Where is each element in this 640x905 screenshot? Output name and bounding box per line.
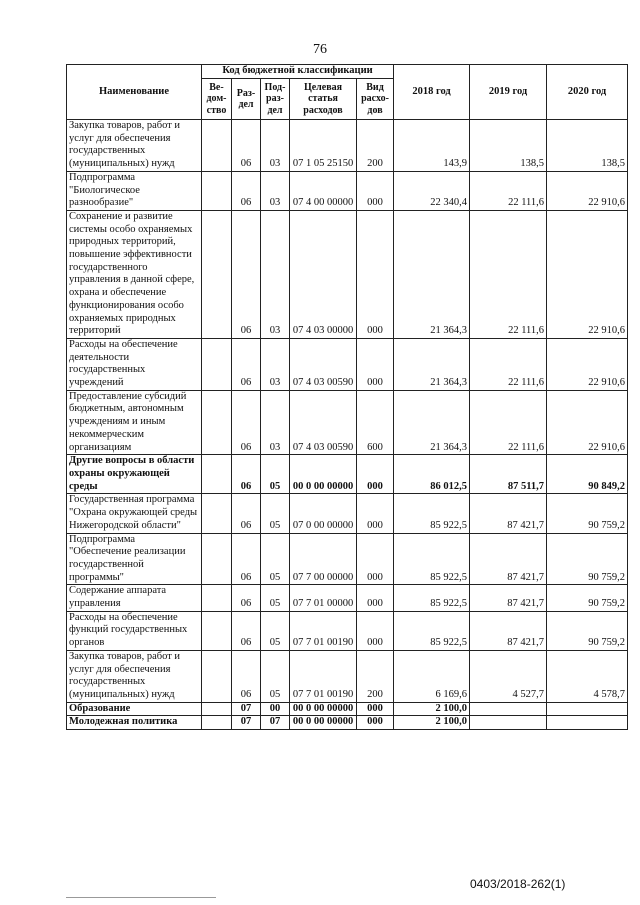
table-row [67, 585, 628, 611]
cell-2019 [470, 716, 547, 730]
cell-2018: 2 100,0 [394, 716, 470, 730]
cell-2020: 22 910,6 [547, 210, 628, 338]
cell-target-article: 07 4 03 00590 [290, 338, 357, 390]
header-department: Ве-дом-ство [202, 79, 232, 120]
cell-expense-type: 000 [357, 585, 394, 611]
cell-expense-type: 000 [357, 338, 394, 390]
cell-2020 [547, 702, 628, 716]
table-row [67, 611, 628, 650]
table-row [67, 716, 628, 730]
table-row [67, 494, 628, 533]
cell-name: Предоставление субсидий бюджетным, автономным учреждениям и иным некоммерческим организациям [67, 390, 202, 455]
cell-target-article: 07 4 00 00000 [290, 171, 357, 210]
cell-target-article: 07 4 03 00590 [290, 390, 357, 455]
cell-2020: 138,5 [547, 120, 628, 172]
cell-subsection: 05 [261, 494, 290, 533]
cell-2018: 85 922,5 [394, 611, 470, 650]
table-row [67, 171, 628, 210]
table-row [67, 338, 628, 390]
cell-section: 06 [232, 611, 261, 650]
cell-expense-type: 000 [357, 533, 394, 585]
cell-section: 06 [232, 585, 261, 611]
cell-2019: 22 111,6 [470, 171, 547, 210]
cell-2019: 87 421,7 [470, 585, 547, 611]
cell-target-article: 07 7 01 00190 [290, 650, 357, 702]
cell-2020: 22 910,6 [547, 338, 628, 390]
cell-target-article: 07 7 00 00000 [290, 533, 357, 585]
cell-expense-type: 000 [357, 210, 394, 338]
header-expense-type: Вид расхо-дов [357, 79, 394, 120]
cell-name: Сохранение и развитие системы особо охраняемых природных территорий, повышение эффективности государственного управления в данной сфере, охрана и обеспечение функционирования особо охраняемых природных территорий [67, 210, 202, 338]
cell-2020: 90 759,2 [547, 611, 628, 650]
header-2019: 2019 год [470, 65, 547, 120]
cell-target-article: 07 7 01 00190 [290, 611, 357, 650]
cell-subsection: 03 [261, 210, 290, 338]
cell-2020: 90 849,2 [547, 455, 628, 494]
cell-section: 06 [232, 494, 261, 533]
cell-name: Закупка товаров, работ и услуг для обеспечения государственных (муниципальных) нужд [67, 650, 202, 702]
cell-section: 06 [232, 650, 261, 702]
cell-section: 07 [232, 716, 261, 730]
header-subsection: Под-раз-дел [261, 79, 290, 120]
bottom-divider [66, 897, 216, 898]
table-row [67, 390, 628, 455]
cell-subsection: 03 [261, 120, 290, 172]
cell-2019: 138,5 [470, 120, 547, 172]
cell-target-article: 07 4 03 00000 [290, 210, 357, 338]
cell-2020: 22 910,6 [547, 390, 628, 455]
cell-section: 06 [232, 390, 261, 455]
cell-2019: 22 111,6 [470, 390, 547, 455]
header-2018: 2018 год [394, 65, 470, 120]
table-row [67, 210, 628, 338]
cell-2019: 22 111,6 [470, 338, 547, 390]
cell-department [202, 611, 232, 650]
cell-name: Другие вопросы в области охраны окружающей среды [67, 455, 202, 494]
cell-section: 06 [232, 455, 261, 494]
table-row [67, 455, 628, 494]
cell-department [202, 455, 232, 494]
table-row [67, 533, 628, 585]
cell-2018: 6 169,6 [394, 650, 470, 702]
cell-2019: 87 421,7 [470, 494, 547, 533]
cell-expense-type: 000 [357, 716, 394, 730]
cell-2020: 90 759,2 [547, 494, 628, 533]
table-row [67, 650, 628, 702]
cell-expense-type: 000 [357, 455, 394, 494]
cell-section: 06 [232, 120, 261, 172]
cell-2018: 2 100,0 [394, 702, 470, 716]
cell-subsection: 07 [261, 716, 290, 730]
cell-department [202, 390, 232, 455]
cell-target-article: 07 1 05 25150 [290, 120, 357, 172]
cell-2018: 21 364,3 [394, 390, 470, 455]
cell-target-article: 00 0 00 00000 [290, 716, 357, 730]
cell-2018: 21 364,3 [394, 210, 470, 338]
cell-2020: 4 578,7 [547, 650, 628, 702]
cell-department [202, 533, 232, 585]
budget-table-body [67, 120, 628, 730]
cell-expense-type: 000 [357, 494, 394, 533]
cell-target-article: 00 0 00 00000 [290, 702, 357, 716]
header-2020: 2020 год [547, 65, 628, 120]
cell-subsection: 05 [261, 650, 290, 702]
cell-department [202, 120, 232, 172]
cell-2019: 4 527,7 [470, 650, 547, 702]
cell-expense-type: 200 [357, 120, 394, 172]
cell-department [202, 494, 232, 533]
header-target-article: Целевая статья расходов [290, 79, 357, 120]
header-name: Наименование [67, 65, 202, 120]
cell-target-article: 00 0 00 00000 [290, 455, 357, 494]
cell-2019: 87 421,7 [470, 611, 547, 650]
cell-2020 [547, 716, 628, 730]
cell-2018: 143,9 [394, 120, 470, 172]
cell-section: 06 [232, 171, 261, 210]
table-row [67, 120, 628, 172]
header-classification-code: Код бюджетной классификации [202, 65, 394, 79]
cell-department [202, 210, 232, 338]
cell-section: 06 [232, 210, 261, 338]
cell-section: 06 [232, 338, 261, 390]
cell-name: Образование [67, 702, 202, 716]
cell-subsection: 05 [261, 611, 290, 650]
page-number: 76 [313, 42, 327, 57]
cell-2019: 22 111,6 [470, 210, 547, 338]
cell-2018: 21 364,3 [394, 338, 470, 390]
cell-target-article: 07 7 01 00000 [290, 585, 357, 611]
cell-name: Молодежная политика [67, 716, 202, 730]
cell-2019: 87 421,7 [470, 533, 547, 585]
cell-expense-type: 000 [357, 702, 394, 716]
cell-name: Подпрограмма "Обеспечение реализации государственной программы" [67, 533, 202, 585]
cell-department [202, 338, 232, 390]
cell-subsection: 05 [261, 533, 290, 585]
header-section: Раз-дел [232, 79, 261, 120]
cell-subsection: 05 [261, 585, 290, 611]
cell-subsection: 03 [261, 171, 290, 210]
cell-subsection: 03 [261, 390, 290, 455]
cell-2018: 85 922,5 [394, 585, 470, 611]
budget-table [66, 64, 628, 730]
cell-subsection: 00 [261, 702, 290, 716]
cell-subsection: 03 [261, 338, 290, 390]
cell-department [202, 171, 232, 210]
cell-2019 [470, 702, 547, 716]
cell-expense-type: 600 [357, 390, 394, 455]
cell-2018: 85 922,5 [394, 533, 470, 585]
cell-department [202, 716, 232, 730]
cell-section: 06 [232, 533, 261, 585]
cell-name: Расходы на обеспечение функций государственных органов [67, 611, 202, 650]
cell-expense-type: 000 [357, 611, 394, 650]
cell-2020: 22 910,6 [547, 171, 628, 210]
cell-2020: 90 759,2 [547, 533, 628, 585]
cell-2018: 86 012,5 [394, 455, 470, 494]
cell-expense-type: 000 [357, 171, 394, 210]
cell-name: Содержание аппарата управления [67, 585, 202, 611]
cell-name: Расходы на обеспечение деятельности государственных учреждений [67, 338, 202, 390]
table-row [67, 702, 628, 716]
cell-2020: 90 759,2 [547, 585, 628, 611]
cell-name: Государственная программа "Охрана окружающей среды Нижегородской области" [67, 494, 202, 533]
cell-expense-type: 200 [357, 650, 394, 702]
cell-section: 07 [232, 702, 261, 716]
cell-target-article: 07 0 00 00000 [290, 494, 357, 533]
cell-name: Закупка товаров, работ и услуг для обеспечения государственных (муниципальных) нужд [67, 120, 202, 172]
cell-2018: 22 340,4 [394, 171, 470, 210]
cell-name: Подпрограмма "Биологическое разнообразие" [67, 171, 202, 210]
cell-subsection: 05 [261, 455, 290, 494]
document-code: 0403/2018-262(1) [470, 877, 566, 891]
cell-department [202, 650, 232, 702]
cell-department [202, 585, 232, 611]
cell-2019: 87 511,7 [470, 455, 547, 494]
cell-department [202, 702, 232, 716]
cell-2018: 85 922,5 [394, 494, 470, 533]
